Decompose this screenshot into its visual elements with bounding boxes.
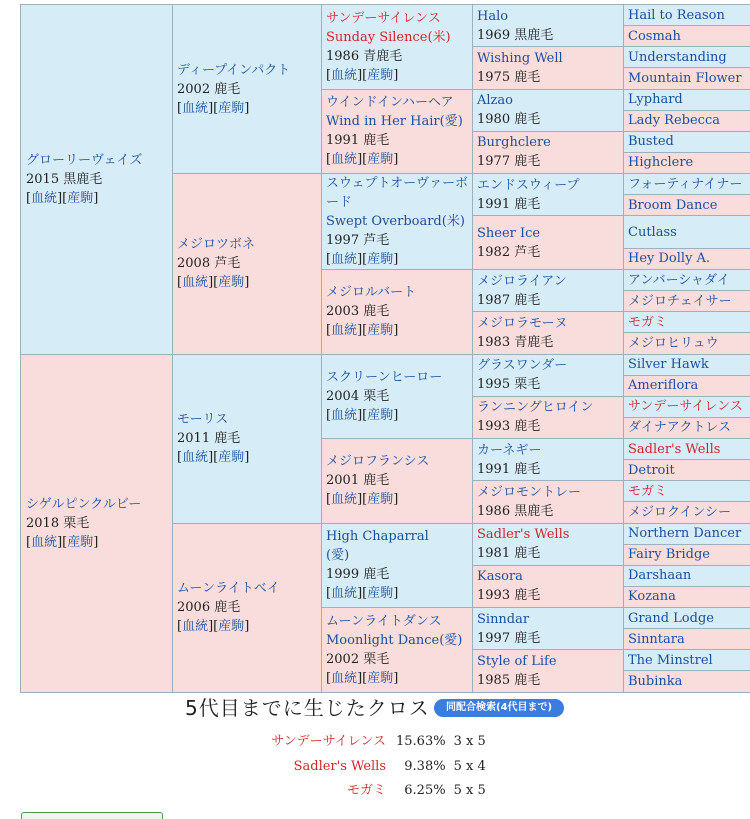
blood-link[interactable]: 血統	[331, 492, 357, 507]
birth-year-color: 1986 青鹿毛	[326, 47, 468, 66]
horse-name-link[interactable]: Detroit	[628, 463, 675, 478]
gen5-cell	[624, 89, 750, 110]
gen3-cell	[322, 174, 473, 270]
blood-link[interactable]: 血統	[182, 450, 208, 465]
gen5-cell	[624, 460, 750, 481]
horse-name-line	[477, 176, 619, 195]
birth-year-color: 2001 鹿毛	[326, 471, 468, 490]
cross-table	[268, 730, 514, 804]
pedigree-links: [血統][産駒]	[326, 490, 468, 509]
gen5-cell	[624, 110, 750, 131]
birth-year-color: 1977 鹿毛	[477, 152, 619, 171]
dam-link[interactable]: 産駒	[367, 492, 393, 507]
dam-link[interactable]: 産駒	[218, 101, 244, 116]
horse-name-link[interactable]: Hey Dolly A.	[628, 251, 710, 266]
horse-name-link[interactable]: Cosmah	[628, 29, 681, 44]
horse-name-line	[326, 9, 468, 28]
gen3-cell	[322, 608, 473, 693]
gen3-cell	[322, 439, 473, 524]
gen3-cell	[322, 5, 473, 90]
blood-link[interactable]: 血統	[31, 191, 57, 206]
blood-link[interactable]: 血統	[331, 68, 357, 83]
cross-percent: 9.38%	[396, 755, 454, 780]
blood-link[interactable]: 血統	[331, 586, 357, 601]
birth-year-color: 1981 鹿毛	[477, 544, 619, 563]
horse-name-line	[326, 283, 468, 302]
gen5-cell	[624, 131, 750, 152]
birth-year-color: 1991 鹿毛	[477, 460, 619, 479]
gen5-cell	[624, 68, 750, 89]
dam-link[interactable]: 産駒	[367, 408, 393, 423]
horse-name-link[interactable]: メジロラモーヌ	[477, 316, 567, 331]
horse-name-link[interactable]: Broom Dance	[628, 198, 717, 213]
gen4-cell	[473, 354, 624, 396]
birth-year-color: 1991 鹿毛	[477, 195, 619, 214]
pedigree-links: [血統][産駒]	[177, 617, 317, 636]
horse-name-line	[177, 61, 317, 80]
gen4-cell	[473, 216, 624, 270]
birth-year-color: 2004 栗毛	[326, 387, 468, 406]
cross-horse-name[interactable]: Sadler's Wells	[268, 755, 396, 780]
cross-row	[268, 779, 514, 804]
dam-link[interactable]: 産駒	[218, 619, 244, 634]
birth-year-color: 2018 栗毛	[26, 514, 168, 533]
gen5-cell	[624, 152, 750, 173]
birth-year-color: 1975 鹿毛	[477, 68, 619, 87]
gen3-cell	[322, 89, 473, 174]
cross-percent: 6.25%	[396, 779, 454, 804]
gen4-cell	[473, 174, 624, 216]
pedigree-row	[21, 354, 750, 375]
gen5-cell	[624, 417, 750, 438]
blood-link[interactable]: 血統	[31, 535, 57, 550]
gen2-cell	[173, 354, 322, 523]
gen5-cell	[624, 47, 750, 68]
gen4-cell	[473, 523, 624, 565]
blood-link[interactable]: 血統	[182, 619, 208, 634]
blood-link[interactable]: 血統	[331, 408, 357, 423]
horse-name-link[interactable]: High Chaparral	[326, 529, 429, 544]
gen5-cell	[624, 216, 750, 249]
horse-name-line	[177, 235, 317, 254]
birth-year-color: 1995 栗毛	[477, 375, 619, 394]
birth-year-color: 1997 鹿毛	[477, 629, 619, 648]
blood-link[interactable]: 血統	[182, 101, 208, 116]
horse-alt-name-link[interactable]: Sunday Silence(米)	[326, 30, 451, 45]
horse-name-link[interactable]: Sinndar	[477, 612, 529, 627]
horse-name-link[interactable]: グラスワンダー	[477, 358, 567, 373]
gen5-cell	[624, 375, 750, 396]
horse-name-link[interactable]: Sheer Ice	[477, 226, 540, 241]
pedigree-links: [血統][産駒]	[326, 66, 468, 85]
gen2-cell	[173, 5, 322, 174]
gen5-cell	[624, 195, 750, 216]
dam-link[interactable]: 産駒	[218, 450, 244, 465]
horse-name-link[interactable]: Cutlass	[628, 225, 677, 240]
same-breeding-search-button[interactable]: 同配合検索(4代目まで)	[434, 699, 564, 717]
birth-year-color: 1980 鹿毛	[477, 110, 619, 129]
cross-horse-name[interactable]: モガミ	[268, 779, 396, 804]
gen1-cell	[21, 5, 173, 355]
gen5-cell	[624, 396, 750, 417]
horse-name-link[interactable]: シゲルピンクルビー	[26, 497, 141, 512]
birth-year-color: 1997 芦毛	[326, 231, 468, 250]
dam-link[interactable]: 産駒	[367, 252, 393, 267]
horse-name-line	[477, 525, 619, 544]
horse-name-line	[177, 579, 317, 598]
birth-year-color: 2015 黒鹿毛	[26, 170, 168, 189]
gen4-cell	[473, 565, 624, 607]
gen5-cell	[624, 586, 750, 607]
gen2-cell	[173, 174, 322, 355]
horse-name-line	[477, 314, 619, 333]
horse-name-line	[177, 410, 317, 429]
pedigree-links: [血統][産駒]	[326, 321, 468, 340]
horse-name-line	[326, 112, 468, 131]
dam-link[interactable]: 産駒	[367, 152, 393, 167]
pedigree-row	[21, 5, 750, 26]
cross-row	[268, 755, 514, 780]
gen4-cell	[473, 650, 624, 692]
horse-name-link[interactable]: Silver Hawk	[628, 357, 709, 372]
gen4-cell	[473, 131, 624, 173]
horse-name-link[interactable]: フォーティナイナー	[628, 177, 742, 192]
pedigree-links: [血統][産駒]	[177, 99, 317, 118]
horse-name-link[interactable]: Sinntara	[628, 632, 685, 647]
birth-year-color: 2002 鹿毛	[177, 80, 317, 99]
horse-alt-name-link[interactable]: Wind in Her Hair(愛)	[326, 114, 463, 129]
gen5-cell	[624, 174, 750, 195]
horse-name-line	[477, 272, 619, 291]
horse-name-link[interactable]: ウインドインハーヘア	[326, 95, 454, 110]
gen3-cell	[322, 270, 473, 355]
horse-name-link[interactable]: ムーンライトダンス	[326, 614, 441, 629]
horse-name-link[interactable]: Northern Dancer	[628, 526, 741, 541]
horse-name-line	[477, 441, 619, 460]
gen5-cell	[624, 608, 750, 629]
gen5-cell	[624, 439, 750, 460]
horse-name-line	[326, 546, 468, 565]
gen4-cell	[473, 5, 624, 47]
gen4-cell	[473, 481, 624, 523]
horse-alt-name-link[interactable]: Swept Overboard(米)	[326, 214, 465, 229]
horse-alt-name-link[interactable]: Moonlight Dance(愛)	[326, 633, 462, 648]
pedigree-links: [血統][産駒]	[326, 150, 468, 169]
gen5-cell	[624, 544, 750, 565]
gen4-cell	[473, 270, 624, 312]
horse-name-line	[326, 612, 468, 631]
horse-name-link[interactable]: サンデーサイレンス	[326, 11, 441, 26]
blood-link[interactable]: 血統	[331, 671, 357, 686]
pedigree-links: [血統][産駒]	[326, 584, 468, 603]
cross-section-title: 5代目までに生じたクロス	[185, 692, 430, 721]
horse-name-line	[326, 28, 468, 47]
dam-link[interactable]: 産駒	[67, 191, 93, 206]
horse-name-link[interactable]: メジロライアン	[477, 274, 567, 289]
horse-name-line	[26, 151, 168, 170]
horse-name-line	[477, 91, 619, 110]
birth-year-color: 2002 栗毛	[326, 650, 468, 669]
horse-name-line	[326, 527, 468, 546]
horse-name-link[interactable]: メジロルバート	[326, 285, 416, 300]
horse-name-link[interactable]: エンドスウィープ	[477, 178, 579, 193]
horse-alt-name-link[interactable]: (愛)	[326, 548, 349, 563]
birth-year-color: 1982 芦毛	[477, 243, 619, 262]
horse-name-line	[477, 610, 619, 629]
blood-link[interactable]: 血統	[331, 152, 357, 167]
gen3-cell	[322, 523, 473, 608]
pedigree-links: [血統][産駒]	[177, 448, 317, 467]
horse-name-link[interactable]: Hail to Reason	[628, 8, 725, 23]
horse-name-link[interactable]: メジロチェイサー	[628, 294, 732, 309]
pedigree-links: [血統][産駒]	[26, 189, 168, 208]
horse-name-line	[477, 133, 619, 152]
birth-year-color: 2003 鹿毛	[326, 302, 468, 321]
birth-year-color: 1987 鹿毛	[477, 291, 619, 310]
horse-name-link[interactable]: メジロツボネ	[177, 237, 255, 252]
horse-name-link[interactable]: Busted	[628, 134, 674, 149]
gen4-cell	[473, 608, 624, 650]
gen1-cell	[21, 354, 173, 692]
horse-name-link[interactable]: スウェプトオーヴァーボード	[326, 176, 468, 210]
pedigree-links: [血統][産駒]	[326, 250, 468, 269]
horse-name-link[interactable]: The Minstrel	[628, 653, 713, 668]
gen5-cell	[624, 650, 750, 671]
blood-link[interactable]: 血統	[182, 275, 208, 290]
horse-name-link[interactable]: モーリス	[177, 412, 228, 427]
birth-year-color: 1986 黒鹿毛	[477, 502, 619, 521]
horse-name-link[interactable]: Lady Rebecca	[628, 113, 720, 128]
horse-name-link[interactable]: メジロヒリュウ	[628, 336, 719, 351]
horse-name-link[interactable]: Halo	[477, 9, 508, 24]
horse-name-link[interactable]: アンバーシャダイ	[628, 273, 730, 288]
gen5-cell	[624, 248, 750, 269]
horse-name-line	[326, 174, 468, 212]
birth-year-color: 2006 鹿毛	[177, 598, 317, 617]
horse-name-line	[477, 483, 619, 502]
horse-name-link[interactable]: モガミ	[628, 315, 667, 330]
horse-name-link[interactable]: Kasora	[477, 569, 523, 584]
birth-year-color: 1991 鹿毛	[326, 131, 468, 150]
birth-year-color: 1993 鹿毛	[477, 586, 619, 605]
dam-link[interactable]: 産駒	[367, 323, 393, 338]
birth-year-color: 2008 芦毛	[177, 254, 317, 273]
birth-year-color: 1983 青鹿毛	[477, 333, 619, 352]
horse-name-link[interactable]: カーネギー	[477, 443, 541, 458]
horse-name-line	[477, 356, 619, 375]
horse-name-link[interactable]: Sadler's Wells	[628, 442, 720, 457]
dam-link[interactable]: 産駒	[218, 275, 244, 290]
gen4-cell	[473, 439, 624, 481]
horse-name-line	[326, 93, 468, 112]
cross-horse-name[interactable]: サンデーサイレンス	[268, 730, 396, 755]
cross-generation: 5 x 5	[454, 779, 514, 804]
gen5-cell	[624, 565, 750, 586]
horse-name-link[interactable]: Ameriflora	[628, 378, 698, 393]
cross-generation: 3 x 5	[454, 730, 514, 755]
horse-name-link[interactable]: ランニングヒロイン	[477, 400, 593, 415]
gen5-cell	[624, 270, 750, 291]
horse-name-link[interactable]: Style of Life	[477, 654, 557, 669]
horse-name-link[interactable]: Sadler's Wells	[477, 527, 569, 542]
pedigree-table	[20, 4, 750, 693]
horse-name-link[interactable]: サンデーサイレンス	[628, 399, 743, 414]
horse-name-link[interactable]: Bubinka	[628, 674, 682, 689]
gen5-cell	[624, 629, 750, 650]
blood-link[interactable]: 血統	[331, 323, 357, 338]
gen5-cell	[624, 481, 750, 502]
gen5-cell	[624, 291, 750, 312]
horse-name-link[interactable]: Grand Lodge	[628, 611, 714, 626]
dam-link[interactable]: 産駒	[367, 68, 393, 83]
birth-year-color: 1993 鹿毛	[477, 417, 619, 436]
gen3-cell	[322, 354, 473, 439]
birth-year-color: 2011 鹿毛	[177, 429, 317, 448]
dam-link[interactable]: 産駒	[67, 535, 93, 550]
horse-name-line	[26, 495, 168, 514]
horse-name-link[interactable]: メジロモントレー	[477, 485, 581, 500]
birth-year-color: 1999 鹿毛	[326, 565, 468, 584]
dam-link[interactable]: 産駒	[367, 671, 393, 686]
birth-year-color: 1985 鹿毛	[477, 671, 619, 690]
horse-name-line	[477, 7, 619, 26]
horse-name-link[interactable]: Darshaan	[628, 568, 691, 583]
horse-name-line	[477, 652, 619, 671]
horse-name-line	[326, 452, 468, 471]
gen5-cell	[624, 312, 750, 333]
horse-name-link[interactable]: Burghclere	[477, 135, 551, 150]
pedigree-links: [血統][産駒]	[326, 669, 468, 688]
horse-name-link[interactable]: ムーンライトベイ	[177, 581, 280, 596]
dam-link[interactable]: 産駒	[367, 586, 393, 601]
pedigree-links: [血統][産駒]	[326, 406, 468, 425]
gen5-cell	[624, 523, 750, 544]
horse-name-link[interactable]: Understanding	[628, 50, 727, 65]
horse-name-line	[326, 631, 468, 650]
gen5-cell	[624, 354, 750, 375]
gen5-cell	[624, 5, 750, 26]
gen5-cell	[624, 502, 750, 523]
horse-name-link[interactable]: グローリーヴェイズ	[26, 153, 142, 168]
horse-name-link[interactable]: Alzao	[477, 93, 513, 108]
horse-name-link[interactable]: Wishing Well	[477, 51, 563, 66]
horse-name-link[interactable]: メジロフランシス	[326, 454, 429, 469]
horse-name-link[interactable]: Fairy Bridge	[628, 547, 710, 562]
pedigree-links: [血統][産駒]	[26, 533, 168, 552]
horse-name-link[interactable]: Highclere	[628, 155, 693, 170]
horse-name-link[interactable]: Lyphard	[628, 92, 683, 107]
gen5-cell	[624, 26, 750, 47]
gen4-cell	[473, 89, 624, 131]
horse-name-link[interactable]: ディープインパクト	[177, 63, 290, 78]
gen4-cell	[473, 312, 624, 354]
gen4-cell	[473, 47, 624, 89]
birth-year-color: 1969 黒鹿毛	[477, 26, 619, 45]
horse-name-line	[326, 368, 468, 387]
horse-name-link[interactable]: ダイナアクトレス	[628, 420, 731, 435]
horse-name-link[interactable]: スクリーンヒーロー	[326, 370, 442, 385]
blood-link[interactable]: 血統	[331, 252, 357, 267]
pedigree-links: [血統][産駒]	[177, 273, 317, 292]
cross-generation: 5 x 4	[454, 755, 514, 780]
horse-name-link[interactable]: モガミ	[628, 484, 667, 499]
horse-name-link[interactable]: メジロクインシー	[628, 505, 731, 520]
cross-row	[268, 730, 514, 755]
horse-name-line	[477, 567, 619, 586]
gen4-cell	[473, 396, 624, 438]
cross-percent: 15.63%	[396, 730, 454, 755]
horse-name-line	[326, 212, 468, 231]
horse-name-link[interactable]: Mountain Flower	[628, 71, 742, 86]
gen2-cell	[173, 523, 322, 692]
horse-name-line	[477, 398, 619, 417]
horse-name-line	[477, 224, 619, 243]
horse-name-link[interactable]: Kozana	[628, 589, 676, 604]
gen5-cell	[624, 333, 750, 354]
gen5-cell	[624, 671, 750, 692]
horse-name-line	[477, 49, 619, 68]
